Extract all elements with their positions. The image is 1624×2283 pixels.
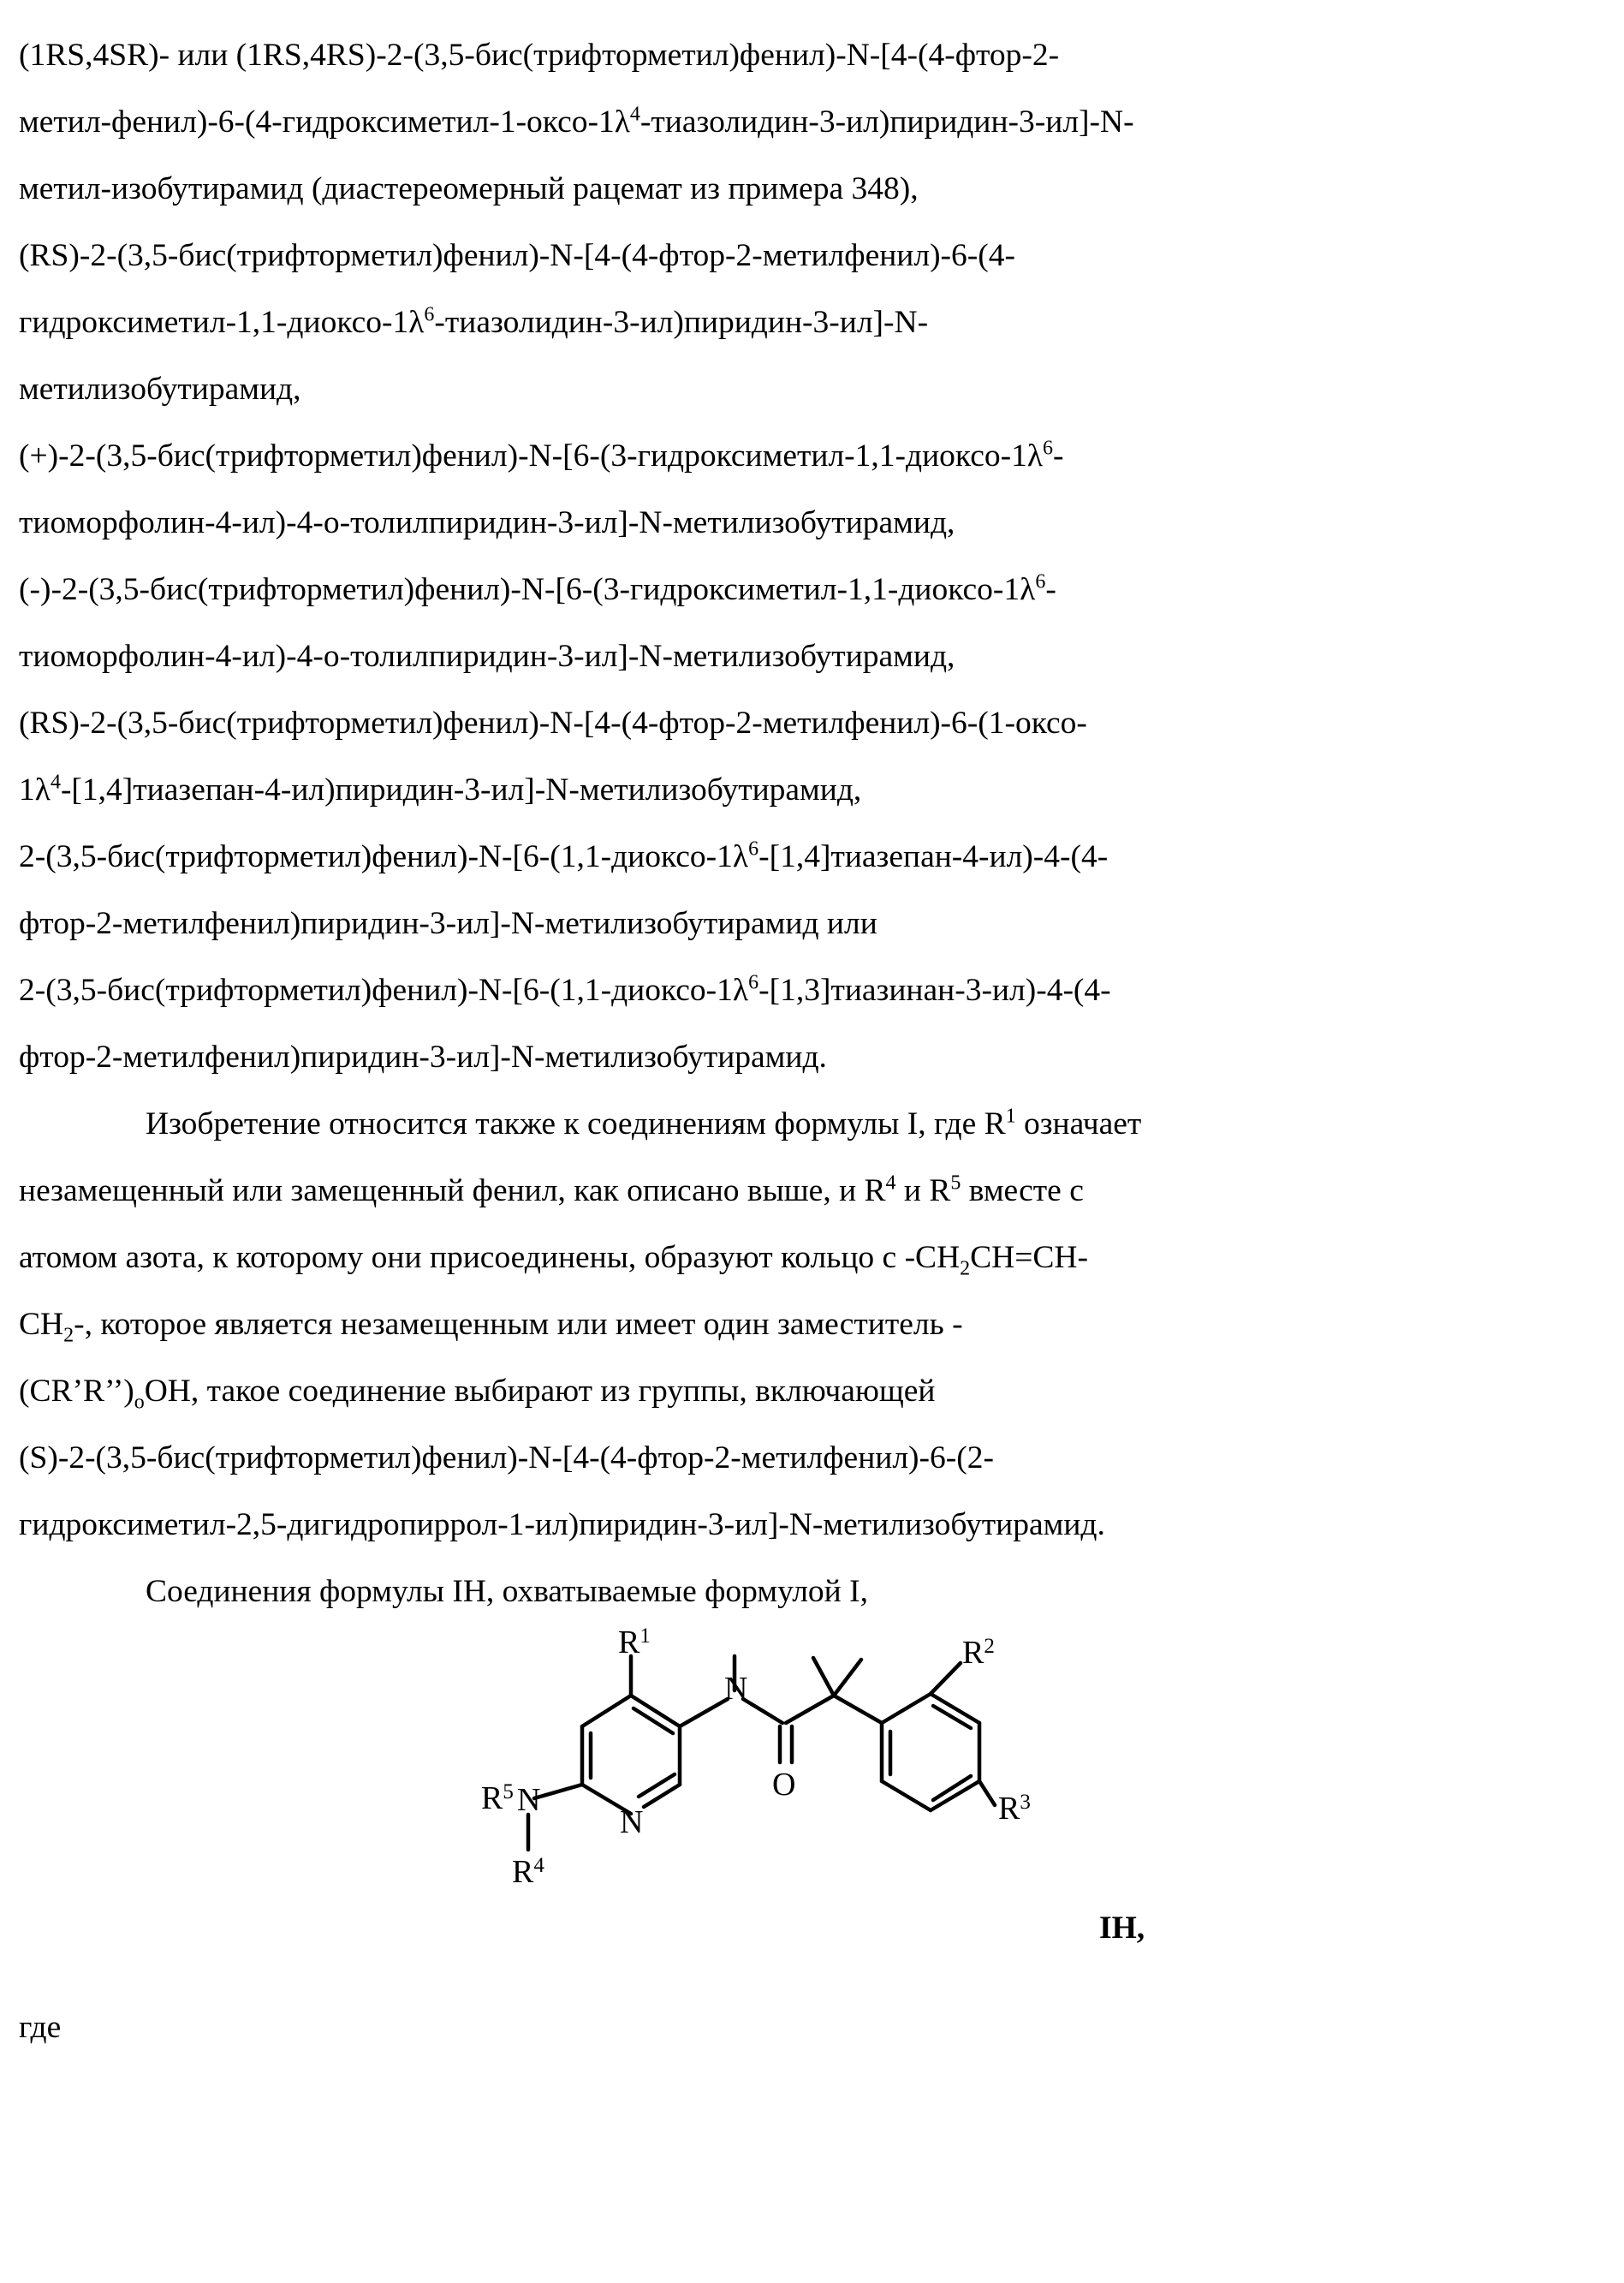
paragraph-2-line-1 bbox=[19, 223, 1538, 289]
text-line: метилизобутирамид, bbox=[19, 372, 301, 407]
paragraph-4-line-1: $(-)-2-(3,5-бис(трифторметил)фенил)-N-[6-(3-гидроксиметил-1,1-диоксо-1\lambda^6-$ bbox=[19, 570, 1056, 607]
superscript-5: 5 bbox=[950, 1171, 961, 1195]
document-body bbox=[19, 22, 1538, 1625]
paragraph-1-line-1 bbox=[19, 22, 1538, 89]
label-oxygen: O bbox=[772, 1767, 796, 1803]
paragraph-1-line-2: метил-$фенил)-6-(4-гидроксиметил-1-оксо-1\lambda^4-тиазолидин-3-ил)пиридин-3-ил]-N-$ bbox=[19, 103, 1134, 140]
paragraph-10-line-1 bbox=[19, 1559, 1538, 1625]
paragraph-6-line-1: $2-(3,5-бис(трифторметил)фенил)-N-[6-(1,1-диоксо-1\lambda^6-[1,4]тиазепан-4-ил)-4-(4-$ bbox=[19, 837, 1109, 874]
text-line: Соединения формулы IH, охватываемые формулой I, bbox=[146, 1574, 868, 1609]
paragraph-6-line-2 bbox=[19, 891, 1538, 957]
text-line: метил-изобутирамид (диастереомерный рацемат из примера 348), bbox=[19, 171, 919, 206]
superscript-1: 1 bbox=[1005, 1105, 1016, 1128]
paragraph-9-line-2 bbox=[19, 1492, 1538, 1559]
paragraph-8-line-2: незамещенный или замещенный фенил, как описано выше, и $R^4$ и $R^5$ вместе с bbox=[19, 1171, 1084, 1208]
superscript-4: 4 bbox=[629, 103, 640, 126]
paragraph-9-line-1 bbox=[19, 1425, 1538, 1492]
label-r2: $R^2$ bbox=[962, 1635, 995, 1671]
chemical-structure-block bbox=[19, 1624, 1538, 1997]
label-ring-nitrogen: N bbox=[620, 1804, 644, 1840]
paragraph-3-line-2 bbox=[19, 490, 1538, 557]
label-amine-nitrogen: N bbox=[517, 1782, 541, 1818]
text-line: тиоморфолин-4-ил)-4-о-толилпиридин-3-ил]-N-метилизобутирамид, bbox=[19, 639, 955, 674]
superscript-6: 6 bbox=[1035, 570, 1046, 593]
formula-label-IH: IH, bbox=[1099, 1910, 1145, 1946]
paragraph-3-line-1: $(+)-2-(3,5-бис(трифторметил)фенил)-N-[6-(3-гидроксиметил-1,1-диоксо-1\lambda^6-$ bbox=[19, 437, 1064, 474]
paragraph-7-line-1: $2-(3,5-бис(трифторметил)фенил)-N-[6-(1,1-диоксо-1\lambda^6-[1,3]тиазинан-3-ил)-4-(4-$ bbox=[19, 971, 1111, 1008]
subscript-o: o bbox=[134, 1391, 145, 1414]
paragraph-8-line-4: $CH_2-$, которое является незамещенным или имеет один заместитель - bbox=[19, 1307, 963, 1347]
paragraph-5-line-1 bbox=[19, 690, 1538, 757]
text-line: тиоморфолин-4-ил)-4-о-толилпиридин-3-ил]-N-метилизобутирамид, bbox=[19, 505, 955, 540]
paragraph-8-line-3: атомом азота, к которому они присоединены, образуют кольцо с $-CH_2CH=CH-$ bbox=[19, 1240, 1088, 1280]
label-r3: $R^3$ bbox=[998, 1791, 1031, 1827]
text-line: (1RS,4SR)- или (1RS,4RS)-2-(3,5-бис(трифторметил)фенил)-N-[4-(4-фтор-2- bbox=[19, 38, 1060, 73]
superscript-6: 6 bbox=[748, 837, 759, 861]
label-r5: $R^5$ bbox=[481, 1780, 514, 1816]
paragraph-7-line-2 bbox=[19, 1024, 1538, 1091]
text-line: (S)-2-(3,5-бис(трифторметил)фенил)-N-[4-(4-фтор-2-метилфенил)-6-(2- bbox=[19, 1440, 994, 1475]
label-r4: $R^4$ bbox=[512, 1854, 544, 1890]
paragraph-4-line-2 bbox=[19, 623, 1538, 690]
text-line: (RS)-2-(3,5-бис(трифторметил)фенил)-N-[4-(4-фтор-2-метилфенил)-6-(4- bbox=[19, 238, 1016, 273]
paragraph-8-line-5: $(CR’R’’)_oOH$, такое соединение выбирают из группы, включающей bbox=[19, 1374, 936, 1414]
paragraph-5-line-2: $1\lambda^4-[1,4]тиазепан-4-ил)пиридин-3-ил]-N$-метилизобутирамид, bbox=[19, 771, 862, 808]
superscript-4: 4 bbox=[50, 771, 61, 794]
label-r1: $R^1$ bbox=[618, 1624, 651, 1660]
paragraph-2-line-3 bbox=[19, 356, 1538, 423]
text-line: фтор-2-метилфенил)пиридин-3-ил]-N-метилизобутирамид. bbox=[19, 1040, 827, 1075]
text-line: фтор-2-метилфенил)пиридин-3-ил]-N-метилизобутирамид или bbox=[19, 906, 877, 941]
subscript-2: 2 bbox=[960, 1257, 971, 1280]
text-line: гидроксиметил-2,5-дигидропиррол-1-ил)пиридин-3-ил]-N-метилизобутирамид. bbox=[19, 1507, 1105, 1542]
superscript-6: 6 bbox=[424, 303, 435, 326]
paragraph-2-line-2: гидроксиметил-$1,1-диоксо-1\lambda^6-тиазолидин-3-ил)пиридин-3-ил]-N-$ bbox=[19, 303, 929, 340]
text-line: (RS)-2-(3,5-бис(трифторметил)фенил)-N-[4-(4-фтор-2-метилфенил)-6-(1-оксо- bbox=[19, 706, 1087, 741]
superscript-6: 6 bbox=[1043, 437, 1054, 460]
paragraph-1-line-3 bbox=[19, 156, 1538, 223]
subscript-2: 2 bbox=[63, 1324, 74, 1347]
paragraph-8-line-1: Изобретение относится также к соединениям формулы I, где $R^1$ означает bbox=[146, 1105, 1142, 1142]
superscript-6: 6 bbox=[748, 971, 759, 994]
tail-text: где bbox=[19, 2010, 62, 2045]
superscript-4: 4 bbox=[885, 1171, 896, 1195]
label-amide-nitrogen: N bbox=[724, 1671, 748, 1707]
chemical-structure-IH-svg bbox=[481, 1624, 1098, 1980]
